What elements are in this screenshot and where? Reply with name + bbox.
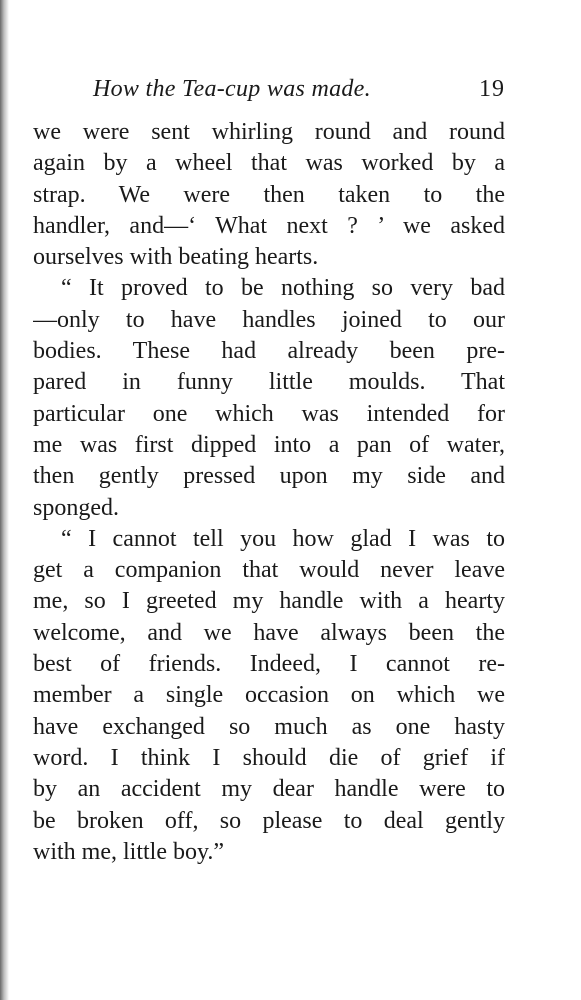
text-line: by an accident my dear handle were to (33, 776, 505, 803)
text-line: get a companion that would never leave (33, 557, 505, 584)
text-line: particular one which was intended for (33, 400, 505, 427)
text-line: pared in funny little moulds. That (33, 369, 505, 396)
text-line: handler, and—‘ What next ? ’ we asked (33, 212, 505, 239)
text-line: strap. We were then taken to the (33, 181, 505, 208)
text-line: me, so I greeted my handle with a hearty (33, 588, 505, 615)
text-line: me was first dipped into a pan of water, (33, 431, 505, 458)
text-line: with me, little boy.” (33, 838, 225, 865)
text-line: “ I cannot tell you how glad I was to (61, 525, 505, 552)
text-line: bodies. These had already been pre- (33, 338, 505, 365)
page-binding-edge (0, 0, 9, 1000)
page-number: 19 (479, 76, 505, 102)
text-line: again by a wheel that was worked by a (33, 150, 505, 177)
text-line: best of friends. Indeed, I cannot re- (33, 651, 505, 678)
text-line: then gently pressed upon my side and (33, 463, 505, 490)
running-head-title: How the Tea-cup was made. (93, 76, 371, 102)
running-head (93, 72, 505, 106)
text-line: have exchanged so much as one hasty (33, 713, 505, 740)
text-line: —only to have handles joined to our (33, 306, 505, 333)
text-line: word. I think I should die of grief if (33, 744, 505, 771)
text-line: “ It proved to be nothing so very bad (61, 275, 505, 302)
text-line: member a single occasion on which we (33, 682, 505, 709)
text-line: sponged. (33, 494, 119, 521)
text-line: welcome, and we have always been the (33, 619, 505, 646)
body-text (33, 117, 505, 868)
text-line: be broken off, so please to deal gently (33, 807, 505, 834)
text-line: we were sent whirling round and round (33, 119, 505, 145)
text-line: ourselves with beating hearts. (33, 244, 319, 271)
